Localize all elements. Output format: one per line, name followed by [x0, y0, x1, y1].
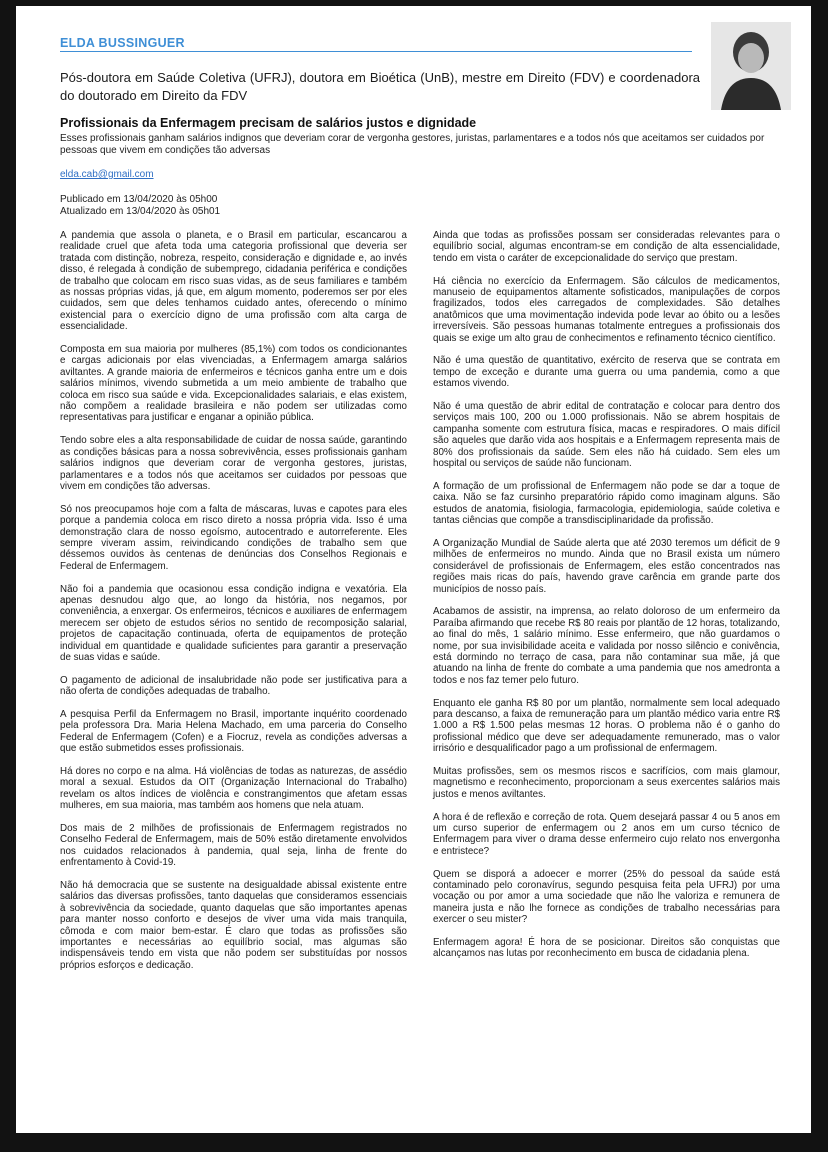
article-paragraph: Dos mais de 2 milhões de profissionais de Enfermagem registrados no Conselho Federal de Enfermagem, mais de 50% estão diretamente envolvidos nos cuidados relacionados à pandemia, qual seja, linha de frente do enfrentamento à Covid-19.: [60, 823, 407, 869]
article-paragraph: Não é uma questão de abrir edital de contratação e colocar para dentro dos serviços mais 100, 200 ou 1.000 profissionais. Não se abrem hospitais de campanha somente com estrutura física, macas e respiradores. O mais difícil são aqueles que darão vida aos hospitais e a Enfermagem representa mais de 80% dos profissionais da saúde. Sem eles não há cuidado. Sem eles um hospital ou serviços de saúde não funcionam.: [433, 401, 780, 470]
article-paragraph: Acabamos de assistir, na imprensa, ao relato doloroso de um enfermeiro da Paraíba afirmando que recebe R$ 80 reais por plantão de 12 horas, totalizando, ao final do mês, 1 salário mínimo. Esse enfermeiro, que não guardamos o nome, por sua invisibilidade aceita e validada por nosso silêncio e conivência, está dormindo no terraço de casa, para não contaminar sua mãe, já que atuando na linha de frente do combate a uma pandemia que nos amedronta a todos e nos faz temer pelo futuro.: [433, 606, 780, 686]
article-paragraph: Há dores no corpo e na alma. Há violências de todas as naturezas, de assédio moral a sexual. Estudos da OIT (Organização Internacional do Trabalho) revelam os altos índices de violência e constrangimentos que afetam essas mulheres, em sua maioria, mas também aos homens que nela atuam.: [60, 765, 407, 812]
article-paragraph: Há ciência no exercício da Enfermagem. São cálculos de medicamentos, manuseio de equipamentos altamente sofisticados, manipulações de corpos fragilizados, todos eles carregados de complexidades. São detalhes anatômicos que uma movimentação indevida pode levar ao óbito ou a lesões irreversíveis. São pessoas humanas totalmente entregues a profissionais dos quais se exige um alto grau de conhecimentos e refinamento técnico científico.: [433, 275, 780, 344]
article-column-right: [433, 230, 780, 971]
article-column-left: [60, 230, 407, 983]
article-paragraph: Enfermagem agora! É hora de se posicionar. Direitos são conquistas que alcançamos nas lutas por reconhecimento em busca de cidadania plena.: [433, 937, 780, 960]
author-divider: [60, 51, 692, 52]
article-subtitle: Esses profissionais ganham salários indignos que deveriam corar de vergonha gestores, juristas, parlamentares e a todos nós que aceitamos ser cuidados por pessoas que vivem em condições tão adversas: [60, 133, 765, 156]
article-paragraph: Muitas profissões, sem os mesmos riscos e sacrifícios, com mais glamour, magnetismo e reconhecimento, proporcionam a seus exercentes salários mais justos e menos aviltantes.: [433, 765, 780, 800]
author-bio: Pós-doutora em Saúde Coletiva (UFRJ), doutora em Bioética (UnB), mestre em Direito (FDV) e coordenadora do doutorado em Direito da FDV: [60, 70, 700, 103]
article-paragraph: Enquanto ele ganha R$ 80 por um plantão, normalmente sem local adequado para descanso, a faixa de remuneração para um plantão médico varia entre R$ 1.000 a R$ 1.500 pelas mesmas 12 horas. O problema não é o ganho do profissional médico que deve ser adequadamente remunerado, mas o valor irrisório e desqualificador pago a um profissional de enfermagem.: [433, 697, 780, 755]
article-paragraph: Tendo sobre eles a alta responsabilidade de cuidar de nossa saúde, garantindo as condições básicas para a nossa sobrevivência, esses profissionais ganham salários indignos que deveriam corar de vergonha gestores, juristas, parlamentares e a todos nós que aceitamos ser cuidados por pessoas que vivem em condições tão adversas.: [60, 435, 407, 492]
updated-date: Atualizado em 13/04/2020 às 05h01: [60, 206, 221, 217]
article-paragraph: Não foi a pandemia que ocasionou essa condição indigna e vexatória. Ela apenas desnudou algo que, ao longo da história, nos negamos, por conveniência, a enxergar. Os enfermeiros, técnicos e auxiliares de enfermagem merecem ser objeto de estudos sérios no sentido de recomposição salarial, projetos de capacitação continuada, oferta de equipamentos de proteção individual em quantidade e qualidade suficientes para garantir a preservação de suas vidas e saúde.: [60, 583, 407, 663]
article-paragraph: Não é uma questão de quantitativo, exército de reserva que se contrata em tempo de exceção e durante uma guerra ou uma pandemia, como a que estamos vivendo.: [433, 355, 780, 390]
document-page: [16, 6, 811, 1133]
article-paragraph: Quem se disporá a adoecer e morrer (25% do pessoal da saúde está contaminado pelo coronavírus, segundo pesquisa feita pela UFRJ) por uma vocação ou por amor a uma sociedade que não lhe valoriza e remunera de maneira justa e não lhe fornece as condições de trabalho necessárias para exercer o seu mister?: [433, 868, 780, 926]
article-title: Profissionais da Enfermagem precisam de salários justos e dignidade: [60, 116, 477, 130]
article-paragraph: Composta em sua maioria por mulheres (85,1%) com todos os condicionantes e cargas adicionais por elas vivenciadas, a Enfermagem amarga salários aviltantes. A grande maioria de enfermeiros e técnicos ganha entre um e dois salários mínimos, vivendo submetida a um meio ambiente de trabalho que coloca em risco sua saúde e vida. Excepcionalidades salariais, e elas existem, não compõem a realidade brasileira e não podem ser utilizadas como representativas para justificar e enganar a opinião pública.: [60, 344, 407, 424]
article-paragraph: Não há democracia que se sustente na desigualdade abissal existente entre salários das diversas profissões, tanto daquelas que consideramos essenciais à sobrevivência da sociedade, quanto daquelas que são importantes apenas para manter nosso conforto e desejos de viver uma vida mais tranquila, cômoda e com maior bem-estar. É claro que todas as profissões são importantes e necessárias ao equilíbrio social, mas algumas são indispensáveis tendo em vista que não podem ser substituídas por nossos próprios esforços e dedicação.: [60, 880, 407, 971]
author-portrait-icon: [711, 22, 791, 110]
author-name: ELDA BUSSINGUER: [60, 36, 185, 50]
article-paragraph: A pandemia que assola o planeta, e o Brasil em particular, escancarou a realidade cruel que afeta toda uma categoria profissional que deveria ser tratada com distinção, nobreza, respeito, consideração e dignidade e, ao invés disso, é relegada à condição de subemprego, cidadania periférica e condições de trabalho que colocam em risco suas vidas, as de seus familiares e também as nossas próprias vidas, já que, em algum momento, poderemos ser por eles cuidados, sem que deles tenhamos cuidado antes, oferecendo o mínimo existencial para o exercício digno de uma profissão com alta carga de essencialidade.: [60, 230, 407, 333]
article-paragraph: Só nos preocupamos hoje com a falta de máscaras, luvas e capotes para eles porque a pandemia coloca em risco direto a nossa própria vida. Isso é uma demonstração clara de nosso egoísmo, autocentrado e autorreferente. Eles sempre viveram assim, reivindicando condições de trabalho sem que déssemos ouvidos às centenas de denúncias dos Conselhos Regionais e Federal de Enfermagem.: [60, 503, 407, 572]
article-paragraph: Ainda que todas as profissões possam ser consideradas relevantes para o equilíbrio social, algumas encontram-se em condição de alta essencialidade, tendo em vista o caráter de excepcionalidade do serviço que prestam.: [433, 230, 780, 264]
article-paragraph: A Organização Mundial de Saúde alerta que até 2030 teremos um déficit de 9 milhões de enfermeiros no mundo. Ainda que no Brasil exista um número considerável de profissionais de Enfermagem, eles estão concentrados nas regiões mais ricas do país, havendo grave carência em grande parte dos municípios de nosso país.: [433, 537, 780, 595]
published-date: Publicado em 13/04/2020 às 05h00: [60, 194, 218, 205]
article-paragraph: A formação de um profissional de Enfermagem não pode se dar a toque de caixa. Não se faz cursinho preparatório rápido como imaginam alguns. São estudos de anatomia, fisiologia, farmacologia, epidemiologia, saúde coletiva e tantas ciências que compõe a transdisciplinaridade da profissão.: [433, 480, 780, 527]
author-photo: [711, 22, 791, 110]
author-email-link[interactable]: elda.cab@gmail.com: [60, 169, 154, 180]
publication-info: [60, 194, 220, 218]
article-paragraph: O pagamento de adicional de insalubridade não pode ser justificativa para a não oferta de condições adequadas de trabalho.: [60, 674, 407, 698]
article-paragraph: A hora é de reflexão e correção de rota. Quem desejará passar 4 ou 5 anos em um curso superior de enfermagem ou 2 anos em um curso técnico de Enfermagem para viver o drama desse enfermeiro cujo relato nos envergonha e entristece?: [433, 811, 780, 857]
article-paragraph: A pesquisa Perfil da Enfermagem no Brasil, importante inquérito coordenado pela professora Dra. Maria Helena Machado, em uma parceria do Conselho Federal de Enfermagem (Cofen) e a Fiocruz, revela as condições adversas a que estão submetidos esses profissionais.: [60, 708, 407, 755]
